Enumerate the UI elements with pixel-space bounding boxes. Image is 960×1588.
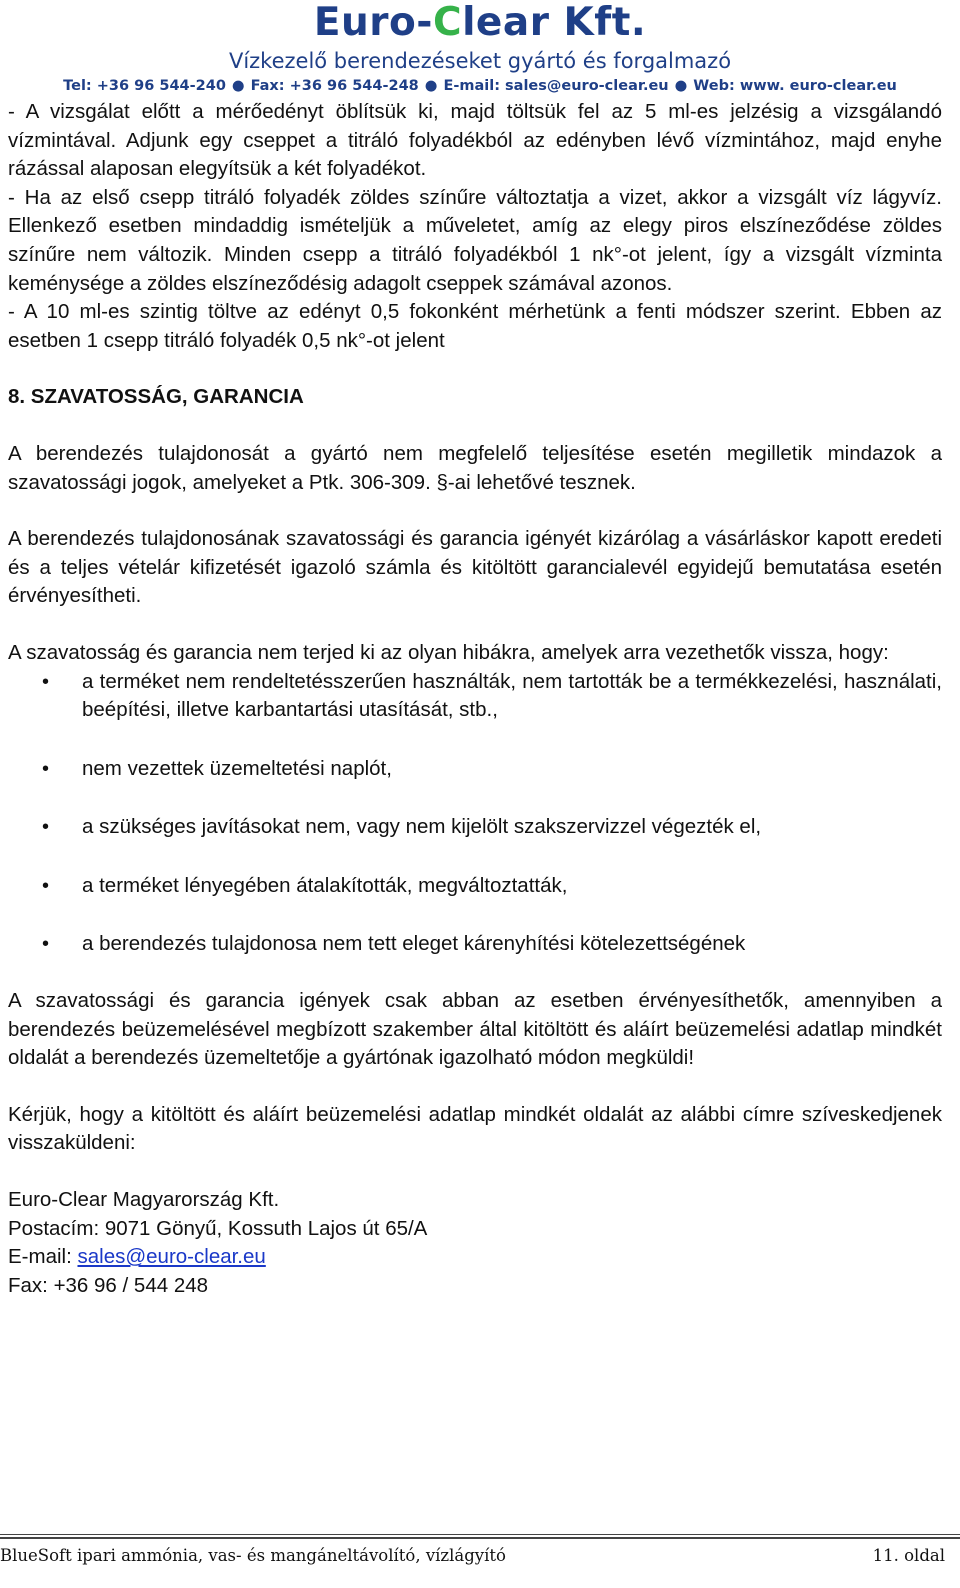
address-email	[8, 1243, 942, 1272]
footer-product-title: BlueSoft ipari ammónia, vas- és mangáneltávolító, vízlágyító	[0, 1546, 506, 1565]
email-link[interactable]: sales@euro-clear.eu	[77, 1245, 266, 1269]
paragraph-rights: A berendezés tulajdonosát a gyártó nem megfelelő teljesítése esetén megilletik mindazok a szavatossági jogok, amelyeket a Ptk. 306-309. §-ai lehetővé tesznek.	[8, 441, 942, 494]
email-label: E-mail:	[8, 1245, 78, 1269]
contact-email: E-mail: sales@euro-clear.eu	[443, 78, 669, 94]
section-heading: 8. SZAVATOSSÁG, GARANCIA	[8, 385, 304, 409]
paragraph-claim: A berendezés tulajdonosának szavatossági és garancia igényét kizárólag a vásárláskor kapott eredeti és a teljes vételár kifizetését igazoló számla és kitöltött garancialevél egyidejű bemutatása esetén érvényesítheti.	[8, 527, 942, 608]
address-fax: Fax: +36 96 / 544 248	[8, 1273, 209, 1297]
address-postal: Postacím: 9071 Gönyű, Kossuth Lajos út 65/A	[8, 1216, 428, 1240]
paragraph-test-step-1: - A vizsgálat előtt a mérőedényt öblítsük ki, majd töltsük fel az 5 ml-es jelzésig a vizsgálandó vízmintával. Adjunk egy cseppet a titráló folyadékból az edényben lévő vízmintához, majd enyhe rázással alaposan elegyítsük a két folyadékot.	[8, 100, 942, 181]
list-item: • a terméket nem rendeltetésszerűen használták, nem tartották be a termékkezelési, használati, beépítési, illetve karbantartási utasítását, stb.,	[8, 668, 942, 725]
document-body	[8, 98, 942, 1300]
paragraph-exclusions: A szavatosság és garancia nem terjed ki az olyan hibákra, amelyek arra vezethetők vissza, hogy:	[8, 640, 889, 664]
footer-divider	[0, 1534, 960, 1535]
paragraph-test-step-3: - A 10 ml-es szintig töltve az edényt 0,5 fokonként mérhetünk a fenti módszer szerint. Ebben az esetben 1 csepp titráló folyadék 0,5 nk°-ot jelent	[8, 300, 942, 352]
footer-divider-thick	[0, 1537, 960, 1539]
contact-line	[0, 76, 960, 96]
list-item: • a terméket lényegében átalakították, megváltoztatták,	[8, 872, 942, 901]
paragraph-return-request: Kérjük, hogy a kitöltött és aláírt beüzemelési adatlap mindkét oldalát az alábbi címre szíveskedjenek visszaküldeni:	[8, 1102, 942, 1155]
company-logo	[0, 0, 960, 46]
list-item: • a szükséges javításokat nem, vagy nem kijelölt szakszervizzel végezték el,	[8, 813, 942, 842]
return-address	[8, 1186, 942, 1300]
contact-tel: Tel: +36 96 544-240	[63, 78, 226, 94]
paragraph-conditions: A szavatossági és garancia igények csak abban az esetben érvényesíthetők, amennyiben a berendezés beüzemelésével megbízott szakember által kitöltött és aláírt beüzemelési adatlap mindkét oldalát a berendezés üzemeltetője a gyártónak igazolható módon megküldi!	[8, 989, 942, 1070]
brand-part1: Euro-	[313, 0, 433, 45]
paragraph-test-step-2: - Ha az első csepp titráló folyadék zöldes színűre változtatja a vizet, akkor a vizsgált víz lágyvíz. Ellenkező esetben mindaddig ismételjük a műveletet, amíg az elegy piros elszíneződése zöldes színűre nem változik. Minden csepp a titráló folyadékból 1 nk°-ot jelent, így a vizsgált vízminta keménysége a zöldes elszíneződésig adagolt cseppek számával azonos.	[8, 185, 942, 295]
page-number: 11. oldal	[872, 1546, 945, 1565]
separator-dot: ●	[424, 78, 438, 94]
address-company: Euro-Clear Magyarország Kft.	[8, 1188, 280, 1212]
list-item: • nem vezettek üzemeltetési naplót,	[8, 755, 942, 784]
separator-dot: ●	[231, 78, 245, 94]
letterhead	[0, 0, 960, 98]
company-subtitle: Vízkezelő berendezéseket gyártó és forgalmazó	[228, 49, 732, 73]
contact-fax: Fax: +36 96 544-248	[250, 78, 419, 94]
list-item: • a berendezés tulajdonosa nem tett eleget kárenyhítési kötelezettségének	[8, 930, 942, 959]
separator-dot: ●	[674, 78, 688, 94]
brand-c: C	[432, 0, 463, 45]
contact-web: Web: www. euro-clear.eu	[693, 78, 897, 94]
brand-part2: lear Kft.	[462, 0, 647, 45]
exclusion-list	[8, 668, 942, 960]
